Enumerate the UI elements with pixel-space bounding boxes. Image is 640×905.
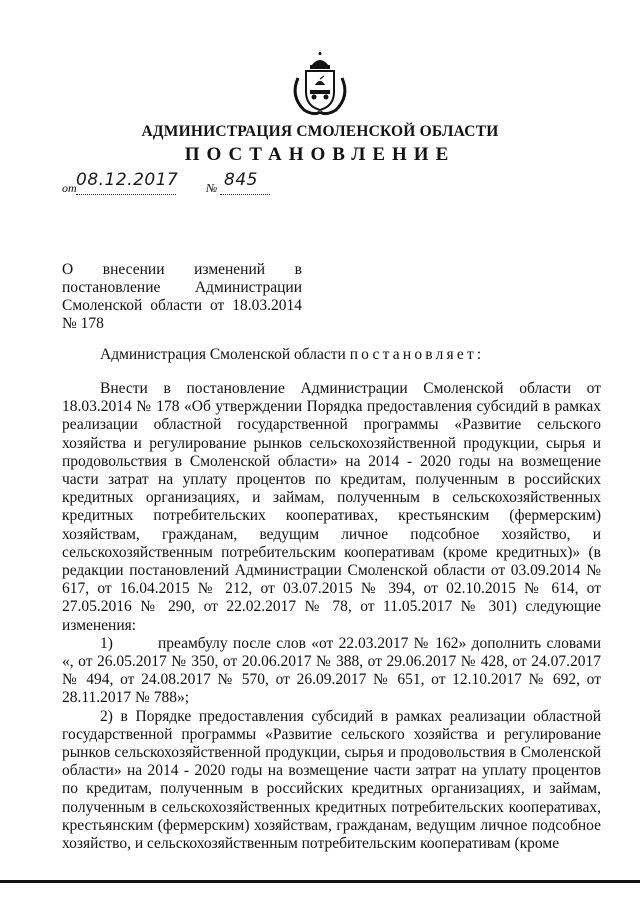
subject-line: Смоленской области от 18.03.2014 (62, 297, 302, 314)
preamble-text: Администрация Смоленской области (100, 346, 346, 363)
date-number-row (62, 172, 362, 196)
document-body (62, 380, 601, 853)
organization-name: АДМИНИСТРАЦИЯ СМОЛЕНСКОЙ ОБЛАСТИ (141, 123, 499, 140)
date-label: от (62, 181, 77, 195)
date-underline (76, 194, 176, 195)
subject-line: О внесении изменений в (62, 261, 302, 278)
number-underline (220, 194, 270, 195)
document-type-title: ПОСТАНОВЛЕНИЕ (184, 144, 456, 165)
body-paragraph: 2) в Порядке предоставления субсидий в рамках реализации областной государственной программы «Развитие сельского хозяйства и регулирование рынков сельскохозяйственной продукции, сырья и продовольствия в Смоленской области» на 2014 - 2020 годы на возмещение части затрат на уплату процентов по кредитам, полученным в российских кредитных организациях, и займам, полученным в сельскохозяйственных кредитных потребительских кооперативах, крестьянским (фермерским) хозяйствам, гражданам, ведущим личное подсобное хозяйство, и сельскохозяйственным потребительским кооперативам (кроме (62, 707, 601, 853)
amendment-item-1 (62, 635, 601, 708)
subject-line: № 178 (62, 315, 104, 332)
item-number: 1) (100, 634, 113, 652)
preamble-verb: постановляет: (349, 346, 485, 363)
date-value: 08.12.2017 (76, 170, 179, 190)
number-value: 845 (224, 170, 258, 190)
subject-line: постановление Администрации (62, 279, 302, 296)
coat-of-arms-icon (284, 52, 356, 118)
item-text: преамбулу после слов «от 22.03.2017 № 162» дополнить словами «, от 26.05.2017 № 350, от 20.06.2017 № 388, от 29.06.2017 № 428, от 24.07.2017 № 494, от 24.08.2017 № 570, от 26.09.2017 № 651, от 12.10.2017 № 692, от 28.11.2017 № 788»; (62, 634, 601, 707)
preamble (100, 346, 600, 364)
number-label: № (206, 181, 218, 195)
document-subject (62, 261, 302, 333)
page-bottom-rule (0, 880, 640, 883)
body-paragraph: Внести в постановление Администрации Смоленской области от 18.03.2014 № 178 «Об утверждении Порядка предоставления субсидий в рамках реализации областной государственной программы «Развитие сельского хозяйства и регулирование рынков сельскохозяйственной продукции, сырья и продовольствия в Смоленской области» на 2014 - 2020 годы на возмещение части затрат на уплату процентов по кредитам, полученным в российских кредитных организациях, и займам, полученным в сельскохозяйственных кредитных потребительских кооперативах, крестьянским (фермерским) хозяйствам, гражданам, ведущим личное подсобное хозяйство, и сельскохозяйственным потребительским кооперативам (кроме кредитных)» (в редакции постановлений Администрации Смоленской области от 03.09.2014 № 617, от 16.04.2015 № 212, от 03.07.2015 № 394, от 02.10.2015 № 614, от 27.05.2016 № 290, от 22.02.2017 № 78, от 11.05.2017 № 301) следующие изменения: (62, 380, 601, 634)
